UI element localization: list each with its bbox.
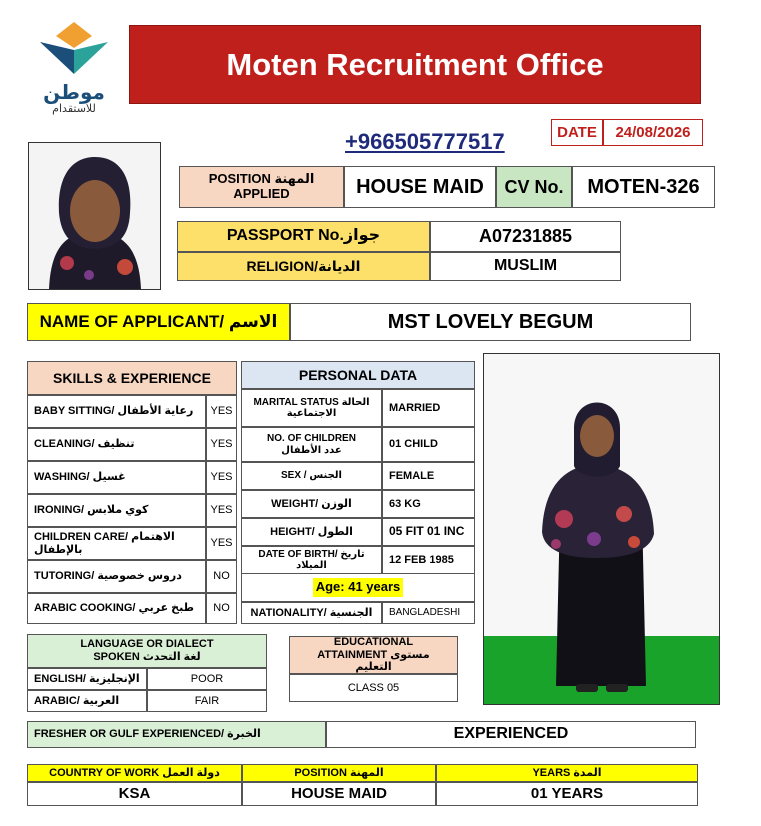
sex-label: SEX / الجنس	[241, 462, 382, 490]
logo	[30, 18, 118, 113]
weight-value: 63 KG	[382, 490, 475, 518]
dob-value: 12 FEB 1985	[382, 546, 475, 574]
marital-value: MARRIED	[382, 389, 475, 427]
skill-label: ARABIC COOKING/ طبخ عربي	[27, 593, 206, 624]
personal-header: PERSONAL DATA	[241, 361, 475, 389]
skills-header: SKILLS & EXPERIENCE	[27, 361, 237, 395]
language-value: POOR	[147, 668, 267, 690]
skill-label: WASHING/ غسيل	[27, 461, 206, 494]
sex-value: FEMALE	[382, 462, 475, 490]
nationality-value: BANGLADESHI	[382, 602, 475, 624]
work-position-value: HOUSE MAID	[242, 782, 436, 806]
language-value: FAIR	[147, 690, 267, 712]
passport-label: PASSPORT No.جواز	[177, 221, 430, 252]
height-label: HEIGHT/ الطول	[241, 518, 382, 546]
experience-label: FRESHER OR GULF EXPERIENCED/ الخبرة	[27, 721, 326, 748]
skill-value: NO	[206, 593, 237, 624]
skill-value: YES	[206, 461, 237, 494]
work-position-header: POSITION المهنة	[242, 764, 436, 782]
moten-logo-icon	[30, 18, 118, 78]
logo-sub: للاستقدام	[52, 103, 96, 115]
date-label: DATE	[551, 119, 603, 146]
education-header: EDUCATIONAL ATTAINMENT مستوى التعليم	[289, 636, 458, 674]
religion-label: RELIGION/الديانة	[177, 252, 430, 281]
skill-label: TUTORING/ دروس خصوصية	[27, 560, 206, 593]
page-title: Moten Recruitment Office	[129, 25, 701, 104]
phone-number: +966505777517	[345, 129, 505, 154]
language-label: ARABIC/ العربية	[27, 690, 147, 712]
cv-value: MOTEN-326	[572, 166, 715, 208]
applicant-portrait	[28, 142, 161, 290]
education-value: CLASS 05	[289, 674, 458, 702]
work-country-value: KSA	[27, 782, 242, 806]
age-row	[241, 574, 475, 602]
language-header: LANGUAGE OR DIALECT SPOKEN لغة التحدث	[27, 634, 267, 668]
age-value: Age: 41 years	[313, 578, 404, 597]
skill-label: CLEANING/ تنظيف	[27, 428, 206, 461]
children-value: 01 CHILD	[382, 427, 475, 462]
skill-label: CHILDREN CARE/ الاهتمام بالإطفال	[27, 527, 206, 560]
skill-value: NO	[206, 560, 237, 593]
applicant-name-value: MST LOVELY BEGUM	[290, 303, 691, 341]
skill-label: BABY SITTING/ رعاية الأطفال	[27, 395, 206, 428]
skill-value: YES	[206, 494, 237, 527]
marital-label: MARITAL STATUS الحالة الاجتماعية	[241, 389, 382, 427]
work-years-header: YEARS المدة	[436, 764, 698, 782]
height-value: 05 FIT 01 INC	[382, 518, 475, 546]
dob-label: DATE OF BIRTH/ تاريخ الميلاد	[241, 546, 382, 574]
work-country-header: COUNTRY OF WORK دولة العمل	[27, 764, 242, 782]
religion-value: MUSLIM	[430, 252, 621, 281]
work-years-value: 01 YEARS	[436, 782, 698, 806]
skill-value: YES	[206, 527, 237, 560]
experience-value: EXPERIENCED	[326, 721, 696, 748]
children-label: NO. OF CHILDREN عدد الأطفال	[241, 427, 382, 462]
logo-brand: موطن	[43, 82, 105, 104]
skill-value: YES	[206, 428, 237, 461]
nationality-label: NATIONALITY/ الجنسية	[241, 602, 382, 624]
language-label: ENGLISH/ الإنجليزية	[27, 668, 147, 690]
position-label: POSITION المهنة APPLIED	[179, 166, 344, 208]
date-value: 24/08/2026	[603, 119, 703, 146]
cv-label: CV No.	[496, 166, 572, 208]
weight-label: WEIGHT/ الوزن	[241, 490, 382, 518]
passport-value: A07231885	[430, 221, 621, 252]
applicant-name-label: NAME OF APPLICANT/ الاسم	[27, 303, 290, 341]
position-value: HOUSE MAID	[344, 166, 496, 208]
applicant-full-photo	[483, 353, 720, 705]
skill-value: YES	[206, 395, 237, 428]
skill-label: IRONING/ كوي ملابس	[27, 494, 206, 527]
